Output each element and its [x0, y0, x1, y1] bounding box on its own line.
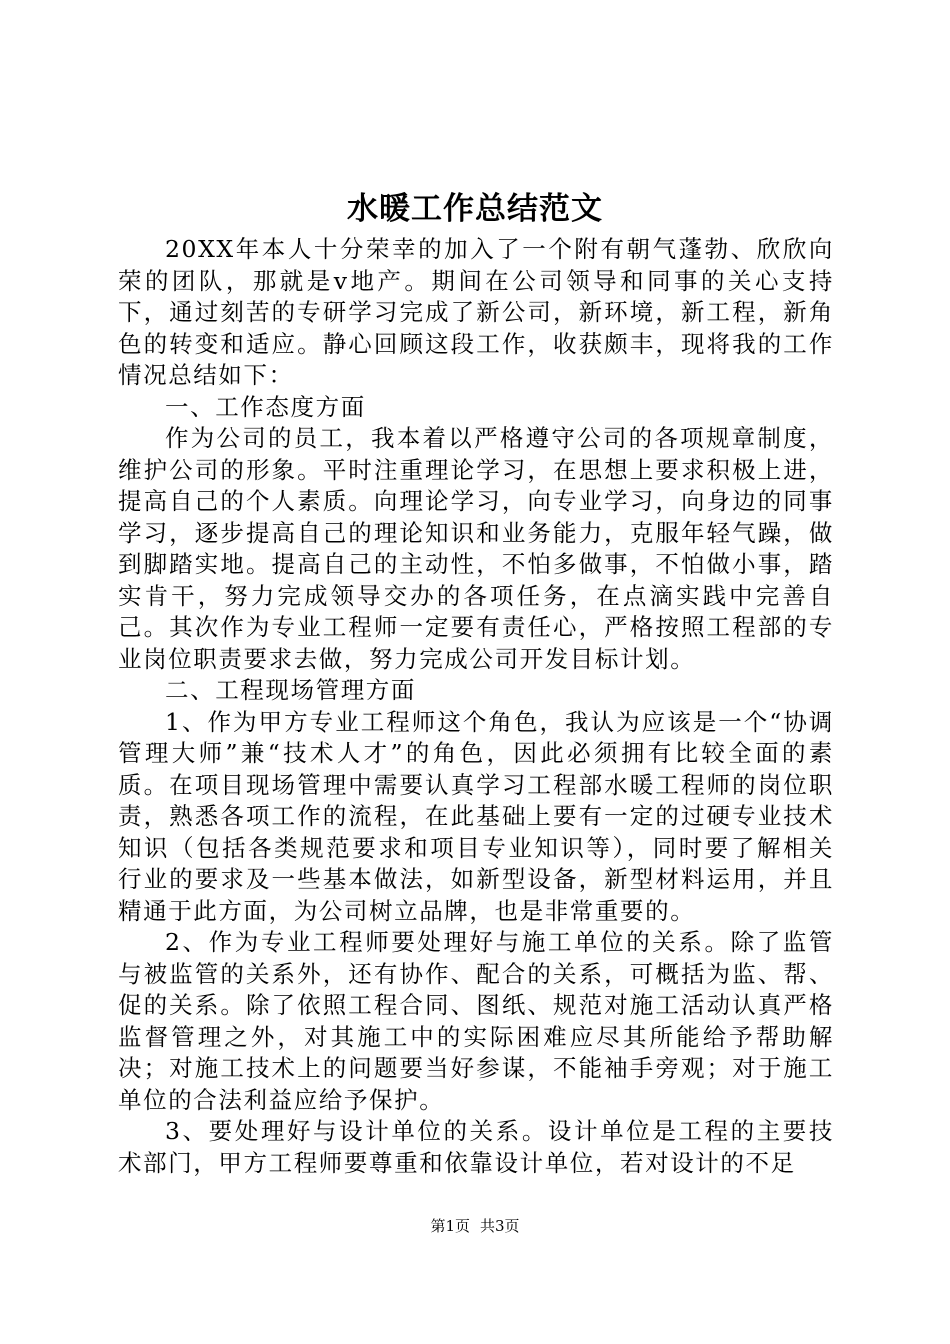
paragraph-item-3: 3、要处理好与设计单位的关系。设计单位是工程的主要技术部门，甲方工程师要尊重和依靠设计单位，若对设计的不足 [118, 1117, 834, 1177]
paragraph-attitude: 作为公司的员工，我本着以严格遵守公司的各项规章制度，维护公司的形象。平时注重理论学习，在思想上要求积极上进，提高自己的个人素质。向理论学习，向专业学习，向身边的同事学习，逐步提高自己的理论知识和业务能力，克服年轻气躁，做到脚踏实地。提高自己的主动性，不怕多做事，不怕做小事，踏实肯干，努力完成领导交办的各项任务，在点滴实践中完善自己。其次作为专业工程师一定要有责任心，严格按照工程部的专业岗位职责要求去做，努力完成公司开发目标计划。 [118, 424, 834, 673]
document-body [118, 234, 834, 1179]
page-number: 第1页 [430, 1217, 470, 1235]
page-total: 共3页 [480, 1217, 520, 1235]
section-heading-site-management: 二、工程现场管理方面 [165, 676, 416, 704]
paragraph-item-2: 2、作为专业工程师要处理好与施工单位的关系。除了监管与被监管的关系外，还有协作、配合的关系，可概括为监、帮、促的关系。除了依照工程合同、图纸、规范对施工活动认真严格监督管理之外，对其施工中的实际困难应尽其所能给予帮助解决；对施工技术上的问题要当好参谋，不能袖手旁观；对于施工单位的合法利益应给予保护。 [118, 928, 834, 1114]
paragraph-intro: 20XX年本人十分荣幸的加入了一个附有朝气蓬勃、欣欣向荣的团队，那就是v地产。期间在公司领导和同事的关心支持下，通过刻苦的专研学习完成了新公司，新环境，新工程，新角色的转变和适应。静心回顾这段工作，收获颇丰，现将我的工作情况总结如下： [118, 235, 834, 389]
paragraph-item-1: 1、作为甲方专业工程师这个角色，我认为应该是一个“协调管理大师”兼“技术人才”的角色，因此必须拥有比较全面的素质。在项目现场管理中需要认真学习工程部水暖工程师的岗位职责，熟悉各项工作的流程，在此基础上要有一定的过硬专业技术知识（包括各类规范要求和项目专业知识等），同时要了解相关行业的要求及一些基本做法，如新型设备，新型材料运用，并且精通于此方面，为公司树立品牌，也是非常重要的。 [118, 707, 834, 925]
page-footer [0, 1216, 950, 1236]
section-heading-attitude: 一、工作态度方面 [165, 392, 366, 421]
document-title: 水暖工作总结范文 [347, 191, 603, 227]
